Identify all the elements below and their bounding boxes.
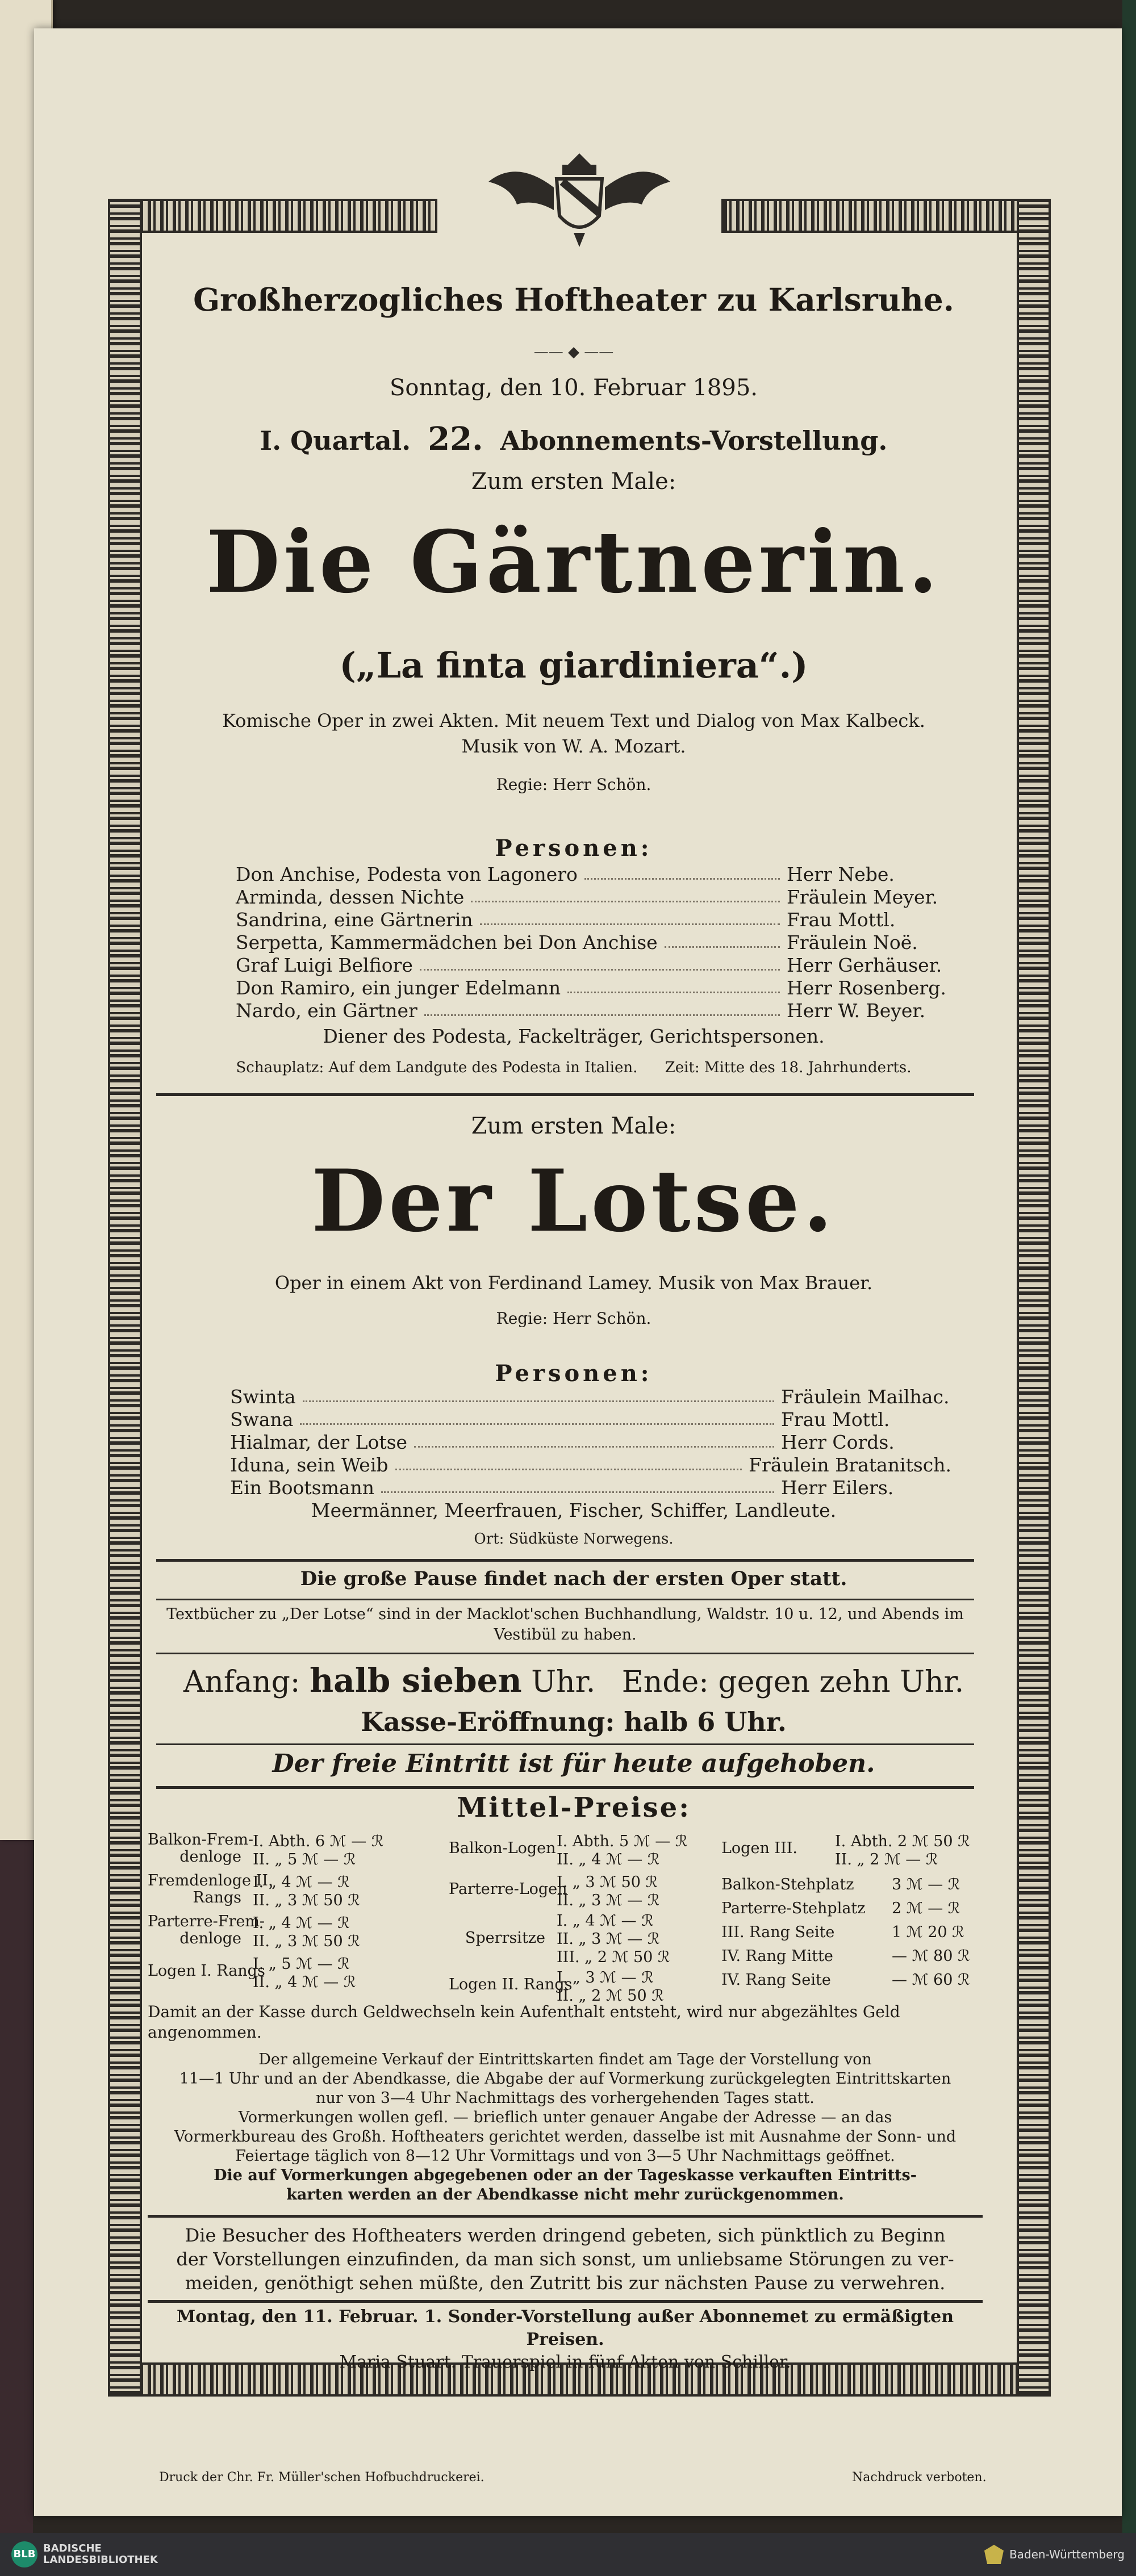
section-divider [156, 1653, 974, 1654]
right-dark-edge [1122, 0, 1136, 2576]
performance-number: 22. [428, 420, 483, 458]
end-time: gegen zehn Uhr. [718, 1665, 964, 1699]
opera1-subtitle: („La finta giardiniera“.) [339, 645, 808, 686]
free-entry-notice: Der freie Eintritt ist für heute aufgehoben. [272, 1749, 875, 1778]
prices-heading: Mittel-Preise: [457, 1792, 691, 1824]
cast-row: Swinta Fräulein Mailhac. [230, 1386, 950, 1408]
printer-credit: Druck der Chr. Fr. Müller'schen Hofbuchdruckerei. [159, 2470, 485, 2485]
cast-row: Hialmar, der Lotse Herr Cords. [230, 1431, 895, 1453]
coat-of-arms-icon [477, 148, 682, 250]
library-logo-icon: BLB [11, 2541, 37, 2567]
cast-row: Iduna, sein Weib Fräulein Bratanitsch. [230, 1454, 951, 1476]
first-time-label-1: Zum ersten Male: [471, 469, 676, 495]
start-time: halb sieben [309, 1661, 522, 1700]
opera2-place: Ort: Südküste Norwegens. [474, 1530, 674, 1548]
visitors-notice: Die Besucher des Hoftheaters werden dringend gebeten, sich pünktlich zu Beginn der Vorstellungen einzufinden, da man sich sonst, um unliebsame Störungen zu ver- meiden, genöthigt sehen müßte, den Zutritt bis zur nächsten Pause zu verwehren. [176, 2224, 954, 2294]
section-divider [156, 1559, 974, 1562]
ticket-sales-notice: Der allgemeine Verkauf der Eintrittskarten findet am Tage der Vorstellung von 11—1 Uhr und an der Abendkasse, die Abgabe der auf Vormerkung zurückgelegten Eintrittskarten nur von 3—4 Uhr Nachmittags des vorhergehenden Tages statt. Vormerkungen wollen gefl. — brieflich unter genauer Angabe der Adresse — an das Vormerkbureau des Großh. Hoftheaters gerichtet werden, dasselbe ist mit Ausnahme der Sonn- und Feiertage täglich von 8—12 Uhr Vormittags und von 3—5 Uhr Nachmittags geöffnet. Die auf Vormerkungen abgegebenen oder an der Tageskasse verkauften Eintritts- karten werden an der Abendkasse nicht mehr zurückgenommen. [174, 2051, 957, 2203]
library-logo[interactable] [11, 2541, 158, 2567]
border-top-right [721, 199, 1051, 233]
opera2-description: Oper in einem Akt von Ferdinand Lamey. Musik von Max Brauer. [274, 1272, 873, 1294]
opera1-title: Die Gärtnerin. [206, 512, 942, 612]
section-divider [156, 1786, 974, 1789]
library-name: BADISCHE LANDESBIBLIOTHEK [43, 2542, 158, 2566]
opera2-persons-heading: Personen: [495, 1360, 653, 1387]
footer-bar [0, 2533, 1136, 2576]
opera1-director: Regie: Herr Schön. [496, 775, 651, 794]
border-right [1017, 199, 1051, 2397]
cash-notice: Damit an der Kasse durch Geldwechseln kein Aufenthalt entsteht, wird nur abgezähltes Geld angenommen. [148, 2002, 900, 2042]
section-divider [156, 1743, 974, 1745]
pause-notice: Die große Pause findet nach der ersten Oper statt. [300, 1567, 847, 1590]
section-divider [148, 2300, 983, 2303]
cast-row: Graf Luigi Belfiore Herr Gerhäuser. [236, 954, 942, 976]
cast-row: Swana Frau Mottl. [230, 1408, 890, 1431]
cast-row: Ein Bootsmann Herr Eilers. [230, 1477, 894, 1499]
state-crest-icon [984, 2545, 1004, 2564]
cast-row: Don Ramiro, ein junger Edelmann Herr Rosenberg. [236, 977, 946, 999]
cast-row: Arminda, dessen Nichte Fräulein Meyer. [236, 886, 938, 908]
opera2-title: Der Lotse. [311, 1151, 836, 1251]
cast-row: Sandrina, eine Gärtnerin Frau Mottl. [236, 909, 896, 931]
cast-row: Nardo, ein Gärtner Herr W. Beyer. [236, 1000, 926, 1022]
opera1-persons-heading: Personen: [495, 835, 653, 862]
price-table: Balkon-Frem- denloge I. Abth. 6 ℳ — ℛ II. „ 5 ℳ — ℛ Fremdenloge II. Rangs I. „ 4 ℳ — ℛ II. „ 3 ℳ 50 ℛ Parterre-Frem- denloge I. „ 4 ℳ — ℛ II. „ 3 ℳ 50 ℛ Logen I. Rangs I. „ 5 ℳ — ℛ II. „ 4 ℳ — ℛ Balkon-Logen I. Abth. 5 ℳ — ℛ II. „ 4 ℳ — ℛ Parterre-Logen I. „ 3 ℳ 50 ℛ II. „ 3 ℳ — ℛ Sperrsitze I. „ 4 ℳ — ℛ II. „ 3 ℳ — ℛ III. „ 2 ℳ 50 ℛ Logen II. Rangs I. „ 3 ℳ — ℛ II. „ 2 ℳ 50 ℛ Logen III. I. Abth. 2 ℳ 50 ℛ II. „ 2 ℳ — ℛ Balkon-Stehplatz 3 ℳ — ℛ Parterre-Stehplatz 2 ℳ — ℛ III. Rang Seite 1 ℳ 20 ℛ IV. Rang Mitte — ℳ 80 ℛ IV. Rang Seite — ℳ 60 ℛ [148, 1831, 970, 2005]
opera1-setting-line [148, 1059, 1000, 1076]
section-divider [156, 1093, 974, 1096]
cast-row: Serpetta, Kammermädchen bei Don Anchise Fräulein Noë. [236, 931, 918, 954]
cast-row: Don Anchise, Podesta von Lagonero Herr Nebe. [236, 863, 895, 885]
performance-date: Sonntag, den 10. Februar 1895. [390, 375, 758, 401]
state-name: Baden-Württemberg [1009, 2548, 1125, 2561]
playbill-page [34, 28, 1122, 2516]
opera1-extras: Diener des Podesta, Fackelträger, Gerichtspersonen. [323, 1025, 825, 1047]
start-uhr: Uhr. [531, 1665, 596, 1699]
border-left [108, 199, 142, 2397]
box-office-opening: Kasse-Eröffnung: halb 6 Uhr. [361, 1707, 787, 1737]
divider-ornament: —— ◆ —— [533, 344, 614, 361]
subscription-line [148, 420, 1000, 458]
theater-name: Großherzogliches Hoftheater zu Karlsruhe. [193, 281, 954, 318]
textbook-notice: Textbücher zu „Der Lotse“ sind in der Macklot'schen Buchhandlung, Waldstr. 10 u. 12, und Abends im Vestibül zu haben. [166, 1605, 964, 1644]
opera1-time: Zeit: Mitte des 18. Jahrhunderts. [665, 1059, 912, 1076]
quarter: I. Quartal. [260, 425, 411, 456]
opera2-director: Regie: Herr Schön. [496, 1309, 651, 1328]
section-divider [148, 2215, 983, 2218]
border-top-left [108, 199, 437, 233]
performance-type: Abonnements-Vorstellung. [500, 425, 888, 456]
opera2-extras: Meermänner, Meerfrauen, Fischer, Schiffer, Landleute. [311, 1499, 837, 1521]
opera1-description: Komische Oper in zwei Akten. Mit neuem Text und Dialog von Max Kalbeck. [222, 710, 925, 731]
start-label: Anfang: [183, 1665, 300, 1699]
copyright-notice: Nachdruck verboten. [852, 2470, 987, 2485]
state-logo[interactable] [984, 2545, 1125, 2564]
first-time-label-2: Zum ersten Male: [471, 1113, 676, 1139]
section-divider [156, 1599, 974, 1600]
start-end-line [148, 1661, 1000, 1700]
opera1-composer: Musik von W. A. Mozart. [461, 735, 686, 757]
next-performance: Montag, den 11. Februar. 1. Sonder-Vorstellung außer Abonnemet zu ermäßigten Preisen. Maria Stuart. Trauerspiel in fünf Akten von Schiller. [176, 2307, 954, 2372]
opera1-setting: Schauplatz: Auf dem Landgute des Podesta in Italien. [236, 1059, 638, 1076]
end-label: Ende: [621, 1665, 709, 1699]
